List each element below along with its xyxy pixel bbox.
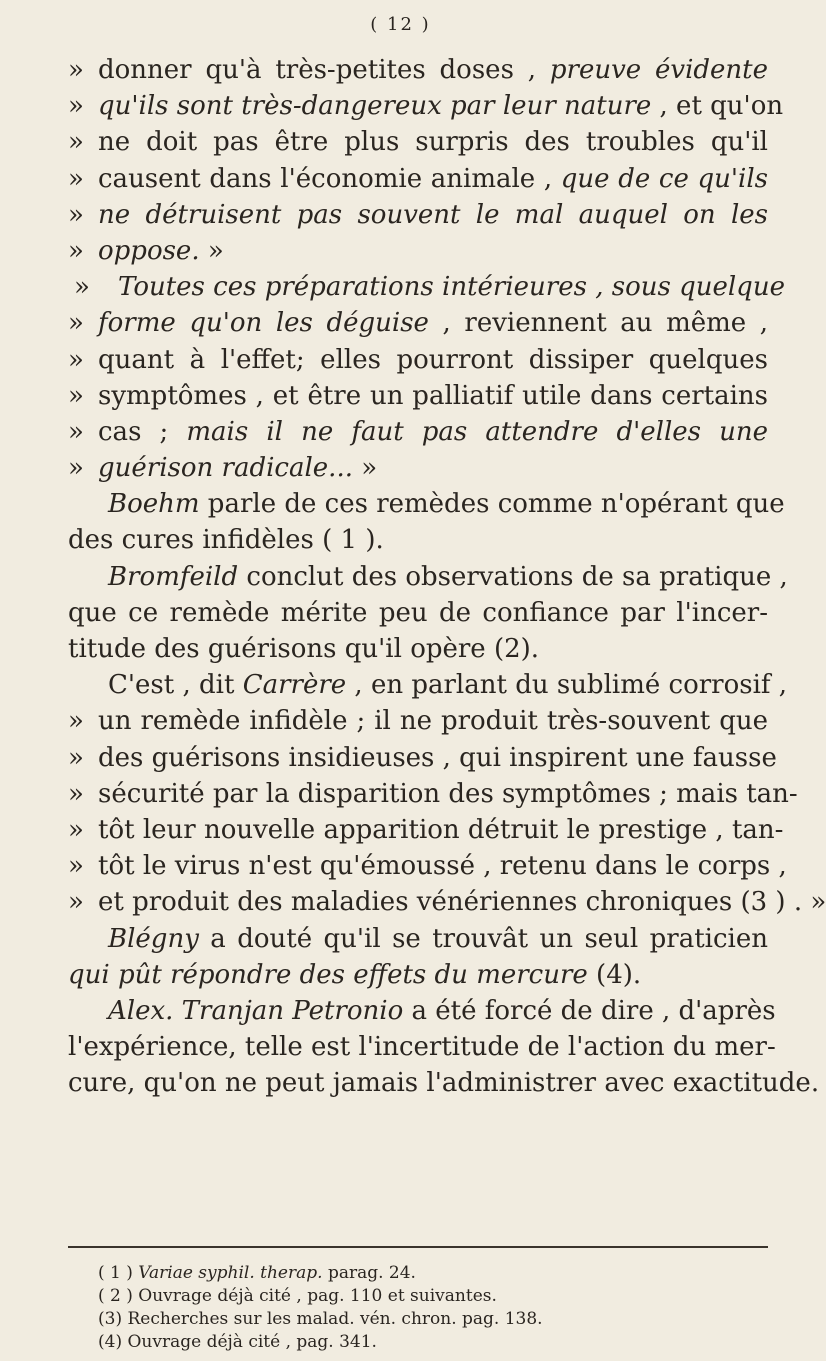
italic-text: Carrère	[242, 670, 347, 701]
body-text	[68, 52, 826, 1101]
text-run: a douté qu'il se trouvât un seul praticien	[198, 923, 768, 954]
text-line	[68, 848, 787, 884]
text-run: tôt leur nouvelle apparition détruit le prestige , tan-	[98, 814, 784, 845]
quote-mark: »	[68, 887, 84, 918]
quote-mark: »	[68, 163, 84, 194]
italic-text: Alex. Tranjan Petronio	[108, 995, 404, 1026]
footnote	[98, 1262, 758, 1285]
text-line	[68, 378, 768, 414]
italic-text: qui pût répondre des effets du mercure	[68, 959, 588, 990]
text-run: causent dans l'économie animale ,	[98, 163, 561, 194]
footnote	[98, 1285, 758, 1308]
italic-text: forme qu'on les déguise	[98, 308, 429, 339]
footnote	[98, 1331, 758, 1354]
quote-mark: »	[68, 706, 84, 737]
text-run: titude des guérisons qu'il opère (2).	[68, 634, 540, 664]
text-line	[68, 450, 768, 486]
italic-text: que de ce qu'ils	[560, 163, 769, 194]
text-run: sécurité par la disparition des symptômes ; mais tan-	[98, 778, 798, 809]
italic-text: mais il ne faut pas attendre d'elles une	[186, 416, 768, 447]
text-line	[68, 1029, 776, 1065]
quote-mark: »	[74, 272, 90, 303]
text-run: donner qu'à très-petites doses ,	[98, 55, 550, 85]
text-run: ( 2 ) Ouvrage déjà cité , pag. 110 et suivantes.	[98, 1286, 497, 1306]
italic-text: guérison radicale...	[98, 453, 353, 484]
italic-text: preuve évidente	[549, 55, 769, 85]
text-line	[68, 921, 768, 957]
text-line	[68, 88, 784, 124]
text-run: , reviennent au même ,	[428, 308, 769, 339]
text-run: que ce remède mérite peu de confiance par l'incer-	[68, 597, 768, 628]
text-line	[68, 957, 768, 993]
italic-text: oppose.	[98, 235, 200, 266]
quote-mark: »	[68, 308, 84, 339]
text-line	[68, 631, 768, 667]
text-run: un remède infidèle ; il ne produit très-souvent que	[98, 706, 768, 737]
text-line	[68, 667, 788, 703]
quote-mark: »	[68, 453, 84, 484]
text-line	[68, 740, 777, 776]
text-run: , et qu'on	[651, 91, 784, 122]
text-line	[68, 522, 768, 558]
text-run: et produit des maladies vénériennes chroniques (3 ) . »	[98, 887, 826, 918]
quote-mark: »	[68, 127, 84, 158]
text-run: conclut des observations de sa pratique ,	[238, 561, 788, 592]
text-run: ne doit pas être plus surpris des troubles qu'il	[98, 127, 768, 158]
text-line	[68, 993, 776, 1029]
text-line	[68, 486, 785, 522]
quote-mark: »	[68, 851, 84, 882]
text-line	[68, 884, 826, 920]
text-run: C'est , dit	[108, 670, 243, 701]
text-line	[68, 161, 768, 197]
quote-mark: »	[68, 235, 84, 266]
text-line	[68, 342, 768, 378]
text-run: l'expérience, telle est l'incertitude de l'action du mer-	[68, 1032, 776, 1063]
text-run: quant à l'effet; elles pourront dissiper quelques	[98, 344, 768, 375]
text-run: ( 1 )	[98, 1263, 139, 1283]
text-run: tôt le virus n'est qu'émoussé , retenu dans le corps ,	[98, 851, 787, 882]
italic-text: qu'ils sont très-dangereux par leur nature	[98, 91, 652, 122]
quote-mark: »	[68, 344, 84, 375]
quote-mark: »	[68, 814, 84, 845]
text-run: des cures infidèles ( 1 ).	[68, 525, 384, 556]
italic-text: Variae syphil. therap.	[138, 1263, 323, 1283]
footnote	[98, 1308, 758, 1331]
footnote-rule	[68, 1246, 768, 1248]
quote-mark: »	[68, 742, 84, 773]
footnotes	[98, 1262, 758, 1354]
text-run: (4) Ouvrage déjà cité , pag. 341.	[98, 1332, 377, 1352]
text-line	[68, 559, 788, 595]
text-line	[68, 776, 798, 812]
text-line	[68, 269, 785, 305]
quote-mark: »	[68, 55, 84, 85]
text-run: des guérisons insidieuses , qui inspirent une fausse	[98, 742, 777, 773]
text-line	[68, 595, 768, 631]
quote-mark: »	[68, 778, 84, 809]
text-run: »	[352, 453, 378, 484]
text-line	[68, 1065, 820, 1101]
text-run: parag. 24.	[322, 1263, 416, 1283]
text-run: symptômes , et être un palliatif utile dans certains	[98, 380, 768, 411]
text-line	[68, 812, 784, 848]
italic-text: ne détruisent pas souvent le mal auquel on les	[98, 199, 768, 230]
italic-text: Toutes ces préparations intérieures , sous quelque	[118, 272, 785, 303]
text-run: parle de ces remèdes comme n'opérant que	[199, 489, 785, 520]
text-run: (3) Recherches sur les malad. vén. chron. pag. 138.	[98, 1309, 543, 1329]
text-line	[68, 233, 768, 269]
text-run: »	[199, 235, 224, 266]
text-run: a été forcé de dire , d'après	[403, 995, 776, 1026]
text-run: (4).	[587, 959, 642, 990]
quote-mark: »	[68, 416, 84, 447]
italic-text: Blégny	[108, 923, 199, 954]
quote-mark: »	[68, 199, 84, 230]
text-run: , en parlant du sublimé corrosif ,	[346, 670, 788, 701]
italic-text: Boehm	[108, 489, 200, 520]
text-run: cas ;	[98, 416, 187, 447]
quote-mark: »	[68, 91, 84, 122]
text-line	[68, 124, 768, 160]
text-line	[68, 703, 768, 739]
italic-text: Bromfeild	[108, 561, 239, 592]
text-line	[68, 52, 768, 88]
page-number: ( 12 )	[370, 14, 431, 35]
quote-mark: »	[68, 380, 84, 411]
text-run: cure, qu'on ne peut jamais l'administrer avec exactitude.	[68, 1068, 820, 1099]
text-line	[68, 414, 768, 450]
text-line	[68, 305, 768, 341]
text-line	[68, 197, 768, 233]
